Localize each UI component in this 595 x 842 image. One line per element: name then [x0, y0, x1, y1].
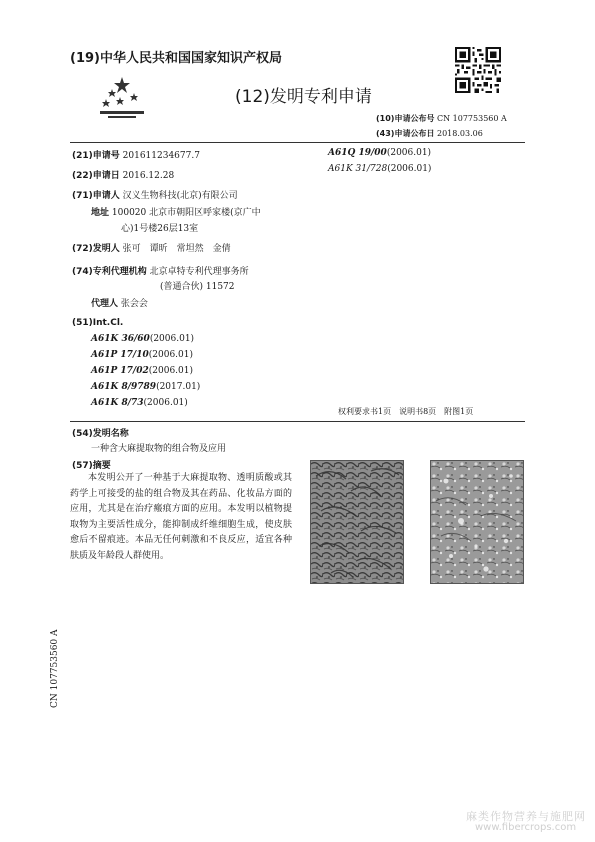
inventors-label: (72)发明人 [72, 244, 120, 254]
publication-date: 2018.03.06 [437, 129, 483, 138]
intcl-version: (2006.01) [148, 350, 193, 360]
intcl-code: A61K 36/60 [91, 334, 150, 344]
watermark-text: 麻类作物营养与施肥网 [466, 810, 586, 823]
cnipa-emblem-icon [96, 75, 148, 121]
address-line-2: 心)1号楼26层13室 [121, 224, 199, 234]
agency-line-1: 北京卓特专利代理事务所 [149, 267, 249, 277]
intcl-entry [328, 164, 431, 174]
intcl-version: (2006.01) [149, 334, 195, 344]
intcl-version: (2017.01) [156, 382, 201, 392]
document-type: (12)发明专利申请 [235, 87, 372, 107]
intcl-code: A61Q 19/00 [328, 148, 387, 158]
address-line-1: 100020 北京市朝阳区呼家楼(京广中 [111, 208, 261, 218]
intcl-version: (2006.01) [148, 366, 193, 376]
intcl-entry [91, 366, 193, 376]
abstract-label-row [72, 458, 111, 471]
publication-date-label: (43)申请公布日 [376, 129, 435, 138]
intcl-code: A61P 17/10 [91, 350, 149, 360]
intcl-entry [91, 398, 188, 408]
abstract-text: 本发明公开了一种基于大麻提取物、透明质酸或其药学上可接受的盐的组合物及其在药品、化妆品方面的应用，尤其是在治疗瘢痕方面的应用。本发明以植物提取物为主要活性成分，能抑制成纤维细胞生成，使皮肤愈后不留痕迹。本品无任何刺激和不良反应，适宜各种肤质及年龄段人群使用。 [70, 473, 292, 561]
watermark-url: www.fibercrops.com [475, 822, 577, 833]
header-divider [70, 142, 525, 143]
intcl-entry [91, 350, 193, 360]
agency-line-2: (普通合伙) 11572 [160, 282, 235, 292]
agent: 张会会 [120, 299, 148, 309]
intcl-code: A61P 17/02 [91, 366, 149, 376]
address-row [91, 205, 261, 218]
invention-title: 一种含大麻提取物的组合物及应用 [91, 444, 227, 454]
application-number-row [72, 148, 200, 161]
intcl-label-row [72, 318, 123, 328]
intcl-code: A61K 8/73 [91, 398, 144, 408]
intcl-entry [91, 334, 194, 344]
filing-date: 2016.12.28 [122, 171, 175, 181]
biblio-divider [70, 421, 525, 422]
applicant-row [72, 188, 238, 201]
intcl-code: A61K 8/9789 [91, 382, 157, 392]
agent-row [91, 296, 148, 309]
agency-row [72, 264, 249, 277]
title-label-row [72, 426, 129, 439]
abstract-label: (57)摘要 [72, 461, 111, 471]
intcl-entry [328, 148, 431, 158]
address-label: 地址 [91, 208, 110, 218]
micrograph-figure [310, 460, 404, 584]
applicant: 汉义生物科技(北京)有限公司 [122, 191, 238, 201]
intcl-version: (2006.01) [143, 398, 188, 408]
intcl-code: A61K 31/728 [328, 164, 388, 174]
intcl-version: (2006.01) [387, 164, 432, 174]
agency-label: (74)专利代理机构 [72, 267, 147, 277]
micrograph-figure [430, 460, 524, 584]
filing-date-label: (22)申请日 [72, 171, 120, 181]
intcl-entry [91, 382, 200, 392]
applicant-label: (71)申请人 [72, 191, 120, 201]
inventors-row [72, 241, 231, 254]
intcl-label: (51)Int.Cl. [72, 318, 124, 328]
filing-date-row [72, 168, 174, 181]
qr-code [455, 47, 501, 93]
intcl-version: (2006.01) [386, 148, 432, 158]
publication-number-row [376, 113, 507, 124]
publication-date-row [376, 128, 483, 139]
application-number-label: (21)申请号 [72, 151, 120, 161]
inventors: 张可 谭昕 常坦然 金倩 [122, 244, 231, 254]
publication-number-label: (10)申请公布号 [376, 114, 435, 123]
side-document-number: CN 107753560 A [50, 629, 60, 708]
title-label: (54)发明名称 [72, 429, 129, 439]
page-counts: 权利要求书1页 说明书8页 附图1页 [338, 407, 474, 416]
office-name: (19)中华人民共和国国家知识产权局 [70, 51, 282, 66]
application-number: 201611234677.7 [122, 151, 200, 161]
agent-label: 代理人 [91, 299, 119, 309]
publication-number: CN 107753560 A [437, 114, 507, 123]
